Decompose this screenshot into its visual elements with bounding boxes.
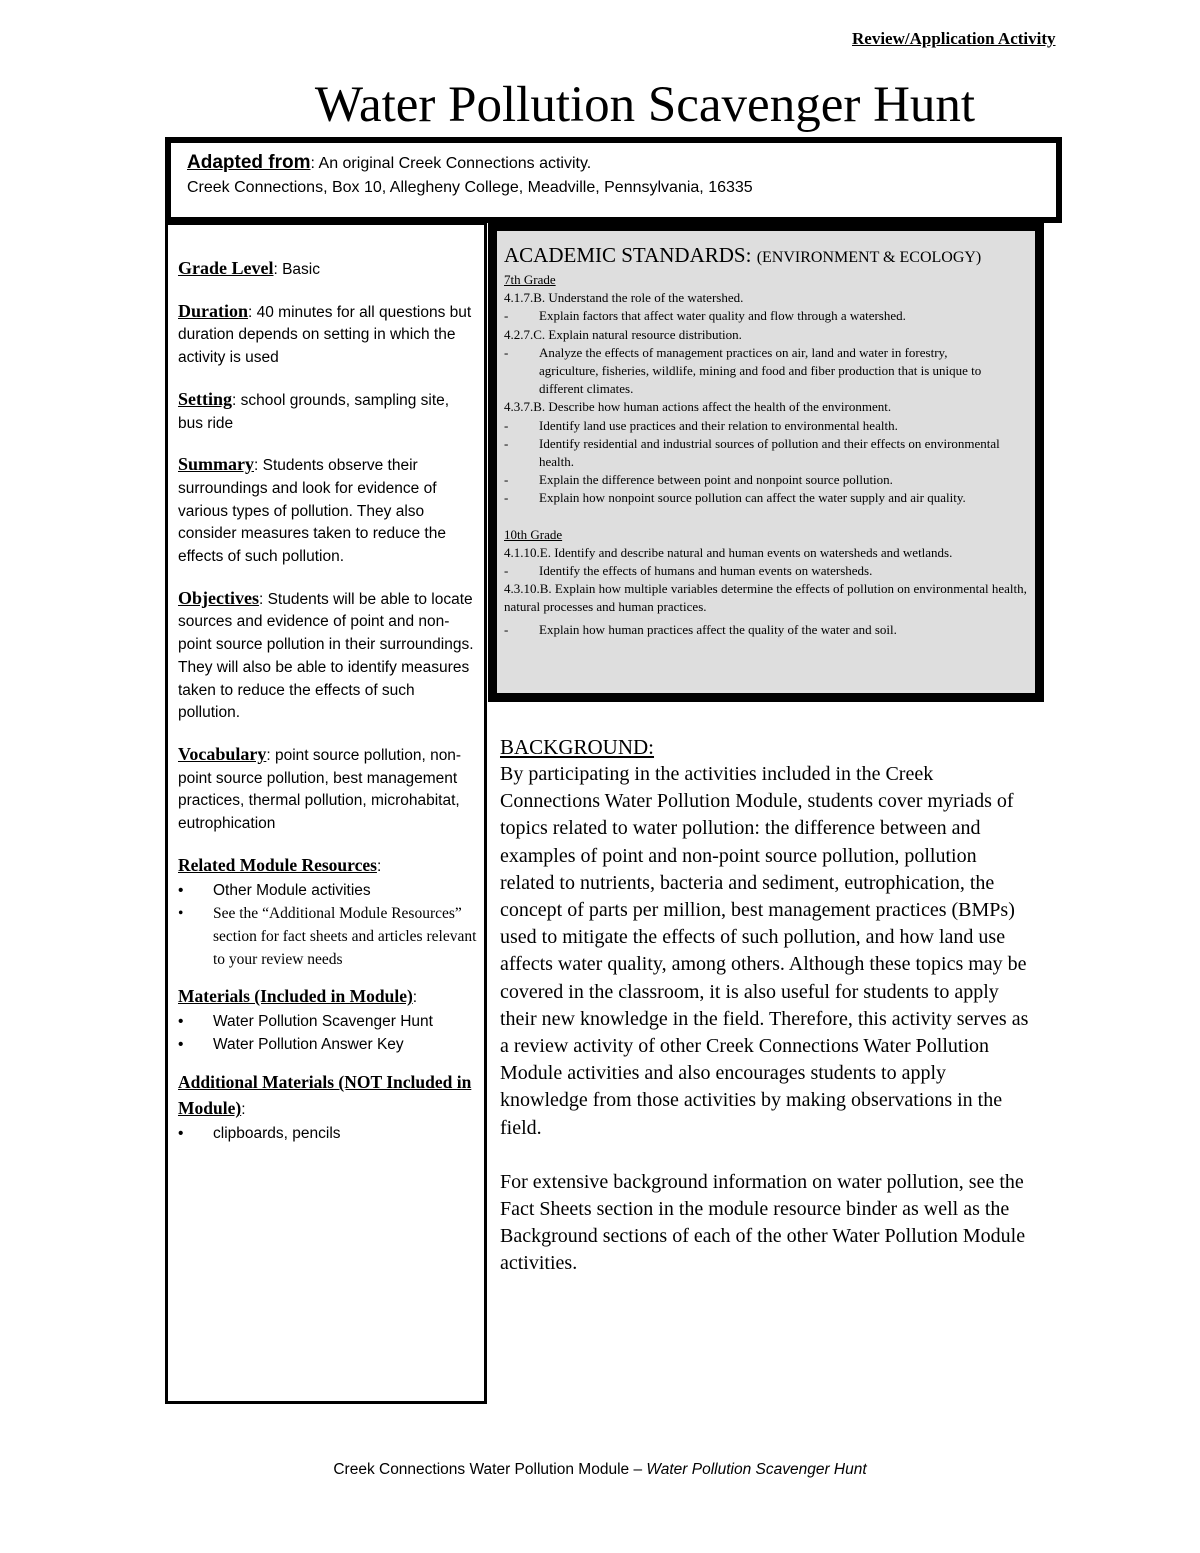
standard-subitem: - Identify land use practices and their relation to environmental health. [504,417,1028,435]
footer-activity: Water Pollution Scavenger Hunt [646,1461,867,1478]
background-heading: BACKGROUND: [500,735,655,759]
standard-subitem: - Explain how human practices affect the quality of the water and soil. [504,621,1028,639]
background-section [500,733,1035,1278]
standard-item: 4.1.7.B. Understand the role of the watershed. [504,290,744,306]
adapted-from-text: An original Creek Connections activity. [314,155,592,172]
grade-10-heading: 10th Grade [504,526,563,542]
footer-module: Creek Connections Water Pollution Module – [333,1461,647,1478]
additional-materials-heading [178,1070,478,1122]
standard-item: 4.3.10.B. Explain how multiple variables determine the effects of pollution on environmental health, natural processes and human practices. [504,581,1027,615]
list-item: • Other Module activities [178,880,478,903]
sidebar-content [178,257,478,1160]
standard-item: 4.2.7.C. Explain natural resource distribution. [504,326,742,342]
objectives-label: Objectives [178,587,259,608]
list-item: • Water Pollution Scavenger Hunt [178,1011,478,1034]
sidebar-box [165,222,487,1404]
academic-standards-box [488,222,1044,702]
standard-subitem: - Explain factors that affect water quality and flow through a watershed. [504,307,1028,325]
academic-standards-subtitle: (ENVIRONMENT & ECOLOGY) [756,249,982,266]
related-resources-list [178,880,478,971]
summary-label: Summary [178,454,254,475]
duration-label: Duration [178,300,249,321]
setting-value: : school grounds, sampling site, bus ride [178,391,450,432]
grade-7-heading: 7th Grade [504,272,556,287]
adapted-from-address: Creek Connections, Box 10, Allegheny College, Meadville, Pennsylvania, 16335 [187,179,753,196]
list-item: • See the “Additional Module Resources” section for fact sheets and articles relevant to your review needs [178,903,478,971]
standard-subitem: - Identify residential and industrial sources of pollution and their effects on environmental health. [504,435,1028,471]
grade-level-label: Grade Level [178,258,274,278]
materials-colon: : [412,989,418,1007]
duration [178,300,478,370]
adapted-from-line [187,151,1056,176]
standard-subitem: - Analyze the effects of management practices on air, land and water in forestry, [504,344,1028,362]
academic-standards-content [504,243,1028,639]
related-resources-heading [178,854,478,879]
academic-standards-title [504,243,1028,270]
materials-heading [178,985,478,1010]
related-resources-colon: : [376,857,382,875]
duration-value: : 40 minutes for all questions but duration depends on setting in which the activity is used [178,303,472,367]
vocabulary-label: Vocabulary [178,743,267,764]
materials-list [178,1011,478,1056]
objectives [178,587,478,725]
setting [178,388,478,435]
page-footer [0,1461,1200,1479]
vocabulary [178,743,478,836]
summary [178,453,478,569]
summary-value: : Students observe their surroundings and look for evidence of various types of pollution. They also consider measures taken to reduce the effects of such pollution. [178,457,446,566]
standard-item: 4.3.7.B. Describe how human actions affect the health of the environment. [504,399,892,415]
background-paragraph-2: For extensive background information on water pollution, see the Fact Sheets section in the module resource binder as well as the Background sections of each of the other Water Pollution Module activities. [500,1170,1026,1275]
standard-item: 4.1.10.E. Identify and describe natural and human events on watersheds and wetlands. [504,544,953,560]
additional-materials-label: Additional Materials (NOT Included in Module) [178,1072,472,1119]
grade-level [178,257,478,282]
adapted-from-label: Adapted from [187,152,311,173]
academic-standards-heading: ACADEMIC STANDARDS: [504,243,752,267]
standard-subitem: - Explain the difference between point and nonpoint source pollution. [504,471,1028,489]
standard-subitem-continued: agriculture, fisheries, wildlife, mining and food and fiber production that is unique to different climates. [539,363,982,397]
materials-label: Materials (Included in Module) [178,986,413,1007]
objectives-value: : Students will be able to locate sources and evidence of point and non-point source pollution in their surroundings. They will also be able to identify measures taken to reduce the effects of such pollution. [178,590,474,722]
setting-label: Setting [178,388,232,409]
additional-materials-colon: : [241,1101,246,1119]
vocabulary-value: : point source pollution, non-point source pollution, best management practices, thermal pollution, microhabitat, eutrophication [178,746,462,833]
list-item: • Water Pollution Answer Key [178,1034,478,1057]
standard-subitem: - Identify the effects of humans and human events on watersheds. [504,562,1028,580]
grade-level-value: : Basic [273,261,320,278]
page-title: Water Pollution Scavenger Hunt [314,77,976,133]
related-resources-label: Related Module Resources [178,854,377,875]
adapted-from-box [165,137,1062,223]
additional-materials-list [178,1123,478,1146]
activity-type-label: Review/Application Activity [852,29,1056,48]
standard-subitem: - Explain how nonpoint source pollution can affect the water supply and air quality. [504,489,1028,507]
adapted-from-colon: : [310,155,315,172]
background-paragraph-1: By participating in the activities included in the Creek Connections Water Pollution Module, students cover myriads of topics related to water pollution: the difference between and examples of point and non-point source pollution, pollution related to nutrients, bacteria and sediment, eutrophication, the concept of parts per million, best management practices (BMPs) used to mitigate the effects of such pollution, and how land use affects water quality, among others. Although these topics may be covered in the classroom, it is also useful for students to apply their new knowledge in the field. Therefore, this activity serves as a review activity of other Creek Connections Water Pollution Module activities and also encourages students to apply knowledge from those activities by making observations in the field. [500,763,1029,1139]
list-item: • clipboards, pencils [178,1123,478,1146]
